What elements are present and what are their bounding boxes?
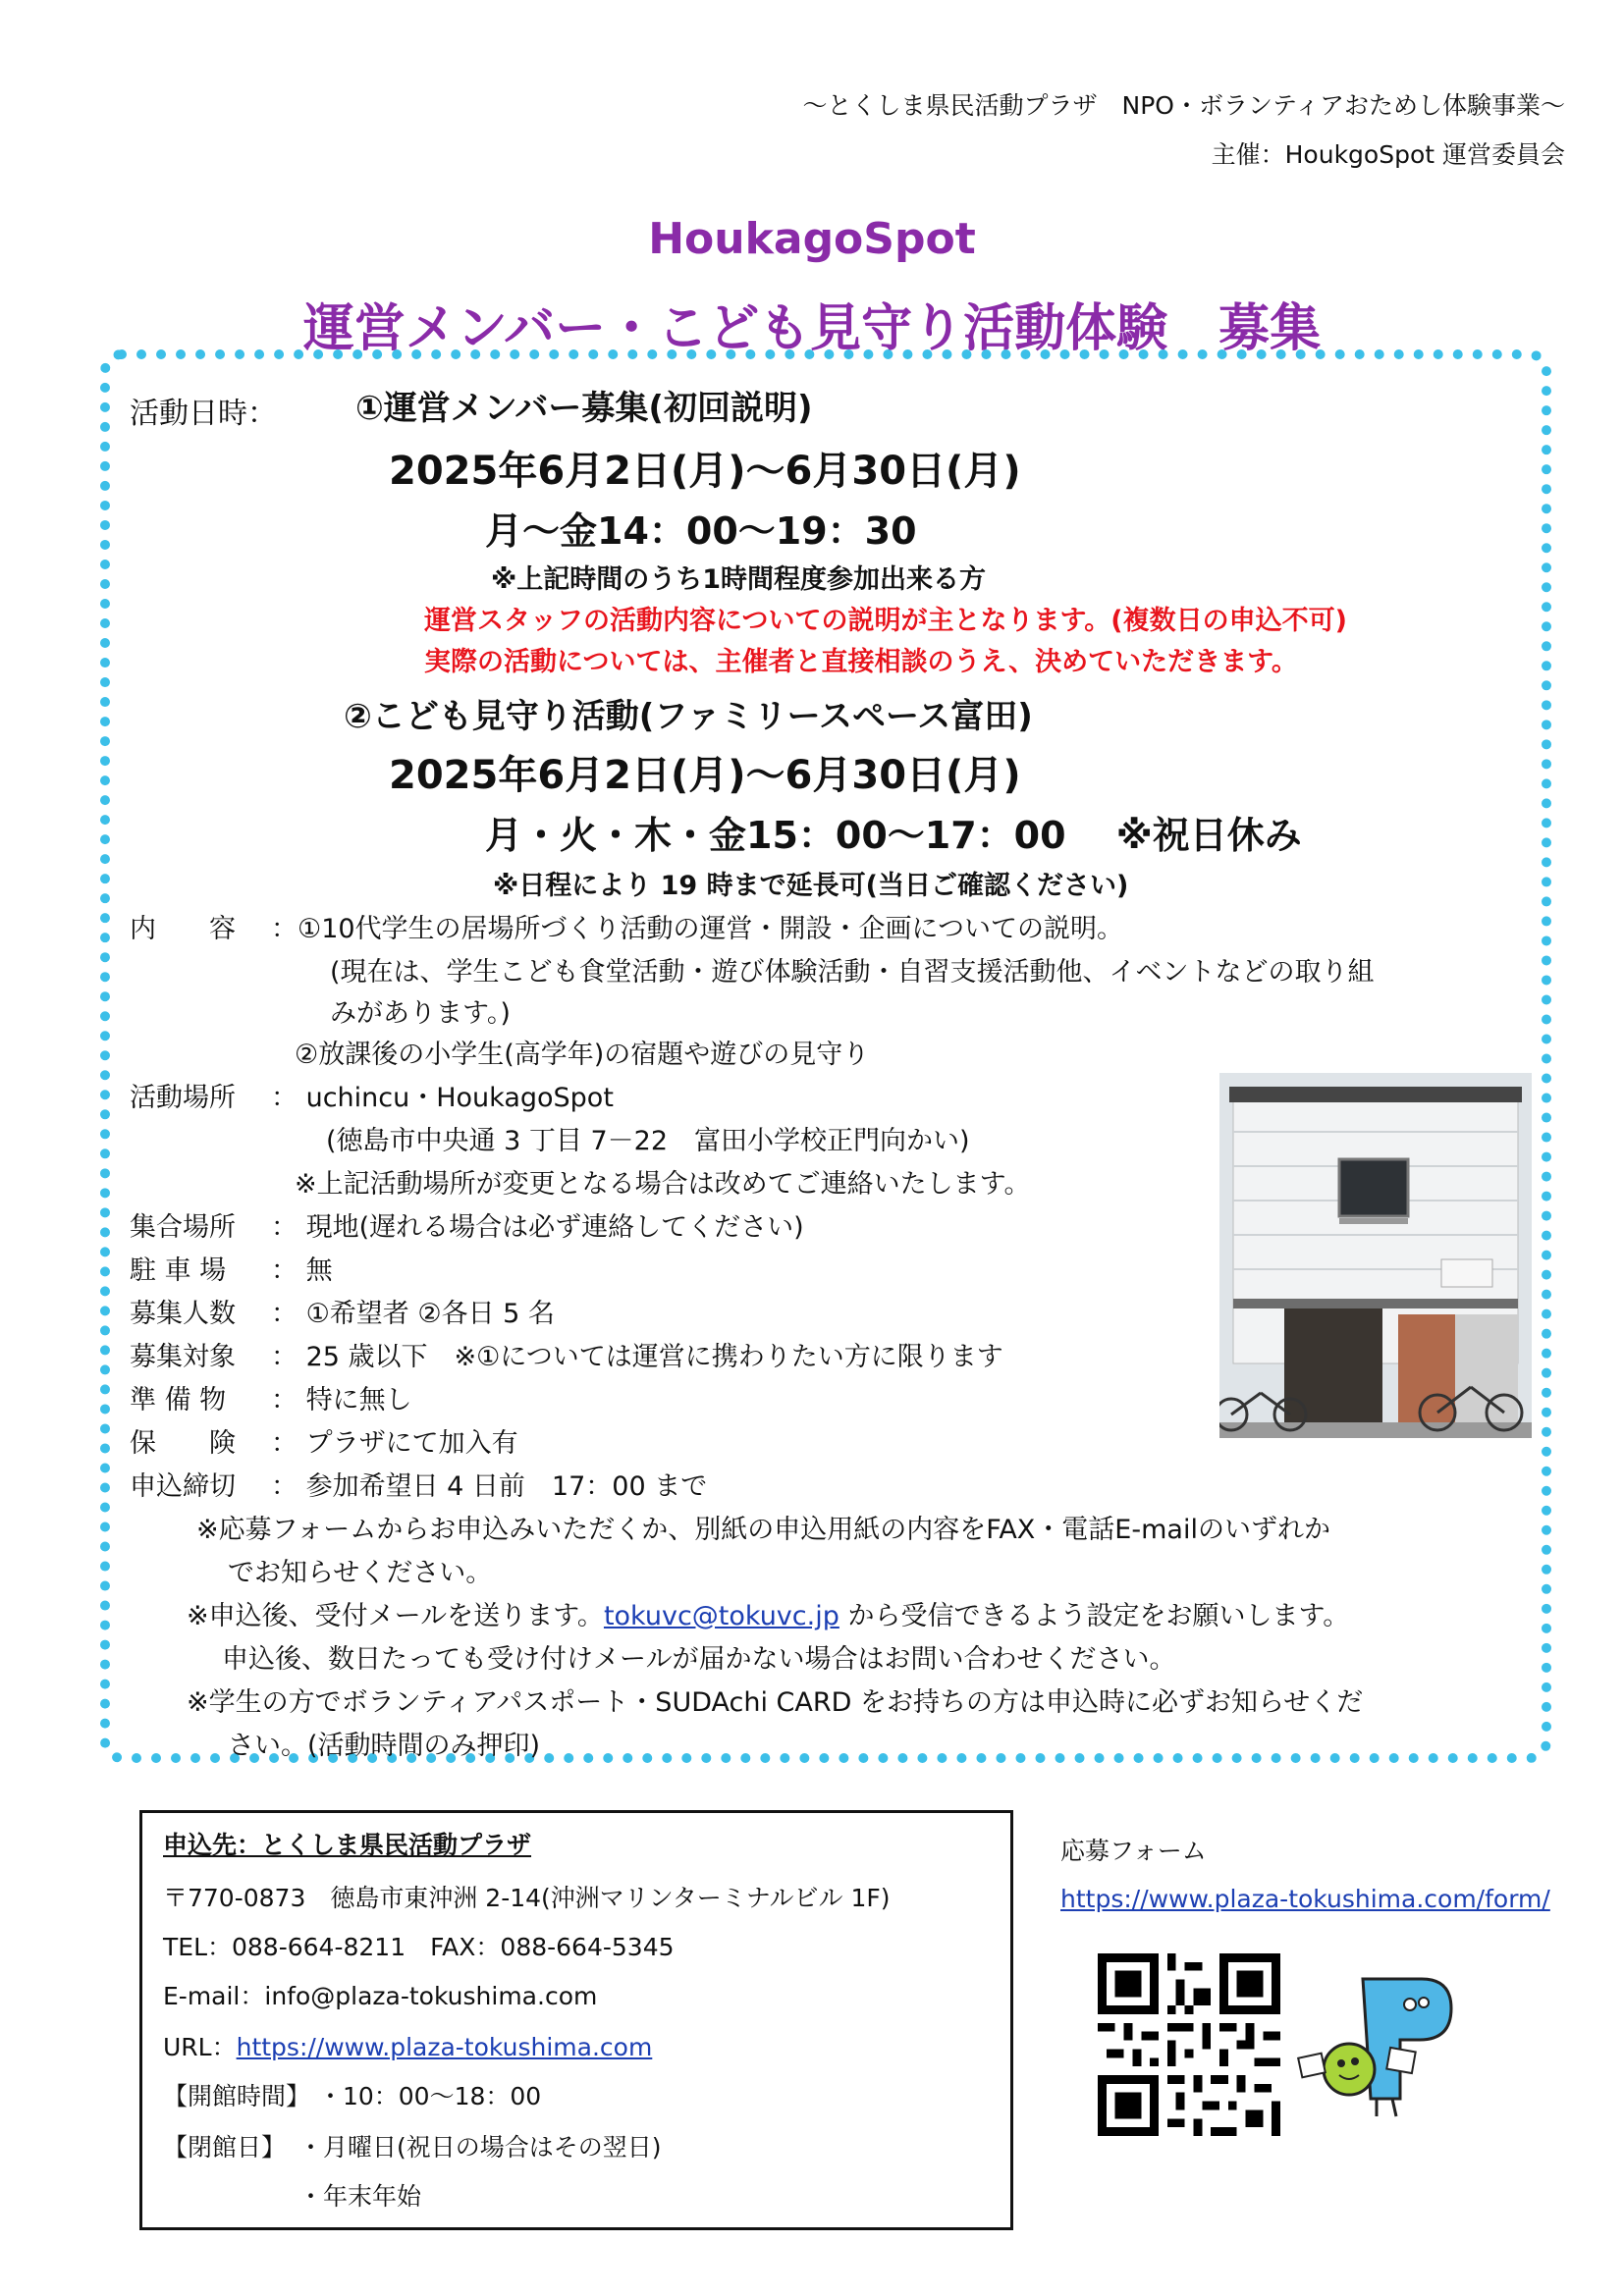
qr-code[interactable]	[1098, 1953, 1280, 2136]
contact-address: 〒770-0873 徳島市東沖洲 2-14(沖洲マリンターミナルビル 1F)	[163, 1884, 891, 1912]
contact-title: 申込先：とくしま県民活動プラザ	[163, 1831, 532, 1859]
note-3b: さい。(活動時間のみ押印)	[228, 1731, 541, 1761]
target-value: ： 25 歳以下 ※①については運営に携わりたい方に限ります	[271, 1342, 1003, 1372]
place-address: (徳島市中央通 3 丁目 7－22 富田小学校正門向かい)	[326, 1126, 970, 1156]
organizer: 主催：HoukgoSpot 運営委員会	[1211, 140, 1565, 169]
content-label: 内 容	[130, 914, 236, 944]
count-label: 募集人数	[130, 1299, 236, 1329]
deadline-value: ： 参加希望日 4 日前 17：00 まで	[271, 1471, 708, 1502]
meet-value: ： 現地(遅れる場合は必ず連絡してください)	[271, 1212, 804, 1243]
schedule-label: 活動日時：	[130, 397, 277, 431]
note-2a: ※申込後、受付メールを送ります。tokuvc@tokuvc.jp から受信できるよう設定をお願いします。	[187, 1601, 1350, 1631]
item2-note: ※日程により 19 時まで延長可(当日ご確認ください)	[493, 871, 1129, 901]
item1-red-note-2: 実際の活動については、主催者と直接相談のうえ、決めていただきます。	[424, 647, 1298, 677]
form-label: 応募フォーム	[1060, 1837, 1207, 1865]
note-2b: 申込後、数日たっても受け付けメールが届かない場合はお問い合わせください。	[222, 1644, 1176, 1675]
item1-dates: 2025年6月2日(月)～6月30日(月)	[389, 449, 1021, 494]
insurance-label: 保 険	[130, 1428, 236, 1459]
contact-url-link[interactable]: https://www.plaza-tokushima.com	[236, 2033, 653, 2061]
item1-time: 月～金14：00～19：30	[485, 509, 917, 553]
prep-label: 準 備 物	[130, 1385, 227, 1415]
contact-tel: TEL：088-664-8211 FAX：088-664-5345	[163, 1933, 675, 1961]
page-title: 運営メンバー・こども見守り活動体験 募集	[302, 299, 1322, 358]
insurance-value: ： プラザにて加入有	[271, 1428, 518, 1459]
target-label: 募集対象	[130, 1342, 236, 1372]
prep-value: ： 特に無し	[271, 1385, 412, 1415]
parking-label: 駐 車 場	[130, 1255, 227, 1286]
content-1b: (現在は、学生こども食堂活動・遊び体験活動・自習支援活動他、イベントなどの取り組	[330, 957, 1375, 988]
contact-closed-2: ・年末年始	[298, 2182, 422, 2211]
contact-closed-1: ・月曜日(祝日の場合はその翌日)	[298, 2133, 662, 2162]
content-1c: みがあります。)	[330, 998, 511, 1029]
count-value: ： ①希望者 ②各日 5 名	[271, 1299, 555, 1329]
place-note: ※上記活動場所が変更となる場合は改めてご連絡いたします。	[295, 1169, 1031, 1200]
item1-note: ※上記時間のうち1時間程度参加出来る方	[491, 564, 987, 595]
item1-red-note-1: 運営スタッフの活動内容についての説明が主となります。(複数日の申込不可)	[424, 606, 1347, 636]
contact-closed-label: 【閉館日】	[163, 2133, 287, 2162]
item2-time: 月・火・木・金15：00～17：00 ※祝日休み	[485, 814, 1302, 857]
contact-hours: 【開館時間】 ・10：00～18：00	[163, 2082, 542, 2110]
note-1b: でお知らせください。	[228, 1558, 493, 1588]
note-1a: ※応募フォームからお申込みいただくか、別紙の申込用紙の内容をFAX・電話E-mailのいずれか	[196, 1515, 1330, 1545]
item2-dates: 2025年6月2日(月)～6月30日(月)	[389, 753, 1021, 798]
place-label: 活動場所	[130, 1083, 236, 1113]
meet-label: 集合場所	[130, 1212, 236, 1243]
content-1: ：①10代学生の居場所づくり活動の運営・開設・企画についての説明。	[271, 914, 1124, 944]
organizer-subtitle: ～とくしま県民活動プラザ NPO・ボランティアおためし体験事業～	[802, 91, 1565, 120]
form-url-link[interactable]: https://www.plaza-tokushima.com/form/	[1060, 1885, 1550, 1913]
contact-url: URL：https://www.plaza-tokushima.com	[163, 2033, 653, 2061]
item2-title: ②こども見守り活動(ファミリースペース富田)	[344, 697, 1033, 736]
place-value: ： uchincu・HoukagoSpot	[271, 1083, 614, 1113]
content-2: ②放課後の小学生(高学年)の宿題や遊びの見守り	[295, 1040, 870, 1070]
building-photo	[1219, 1073, 1532, 1438]
contact-email: E-mail：info@plaza-tokushima.com	[163, 1982, 598, 2010]
email-link[interactable]: tokuvc@tokuvc.jp	[603, 1601, 839, 1631]
parking-value: ： 無	[271, 1255, 333, 1286]
contact-box	[139, 1810, 1013, 2230]
page-title-brand: HoukagoSpot	[648, 214, 976, 264]
item1-title: ①運営メンバー募集(初回説明)	[355, 389, 813, 428]
note-3a: ※学生の方でボランティアパスポート・SUDAchi CARD をお持ちの方は申込時に必ずお知らせくだ	[187, 1687, 1364, 1718]
mascot-illustration	[1294, 1959, 1459, 2126]
deadline-label: 申込締切	[130, 1471, 236, 1502]
